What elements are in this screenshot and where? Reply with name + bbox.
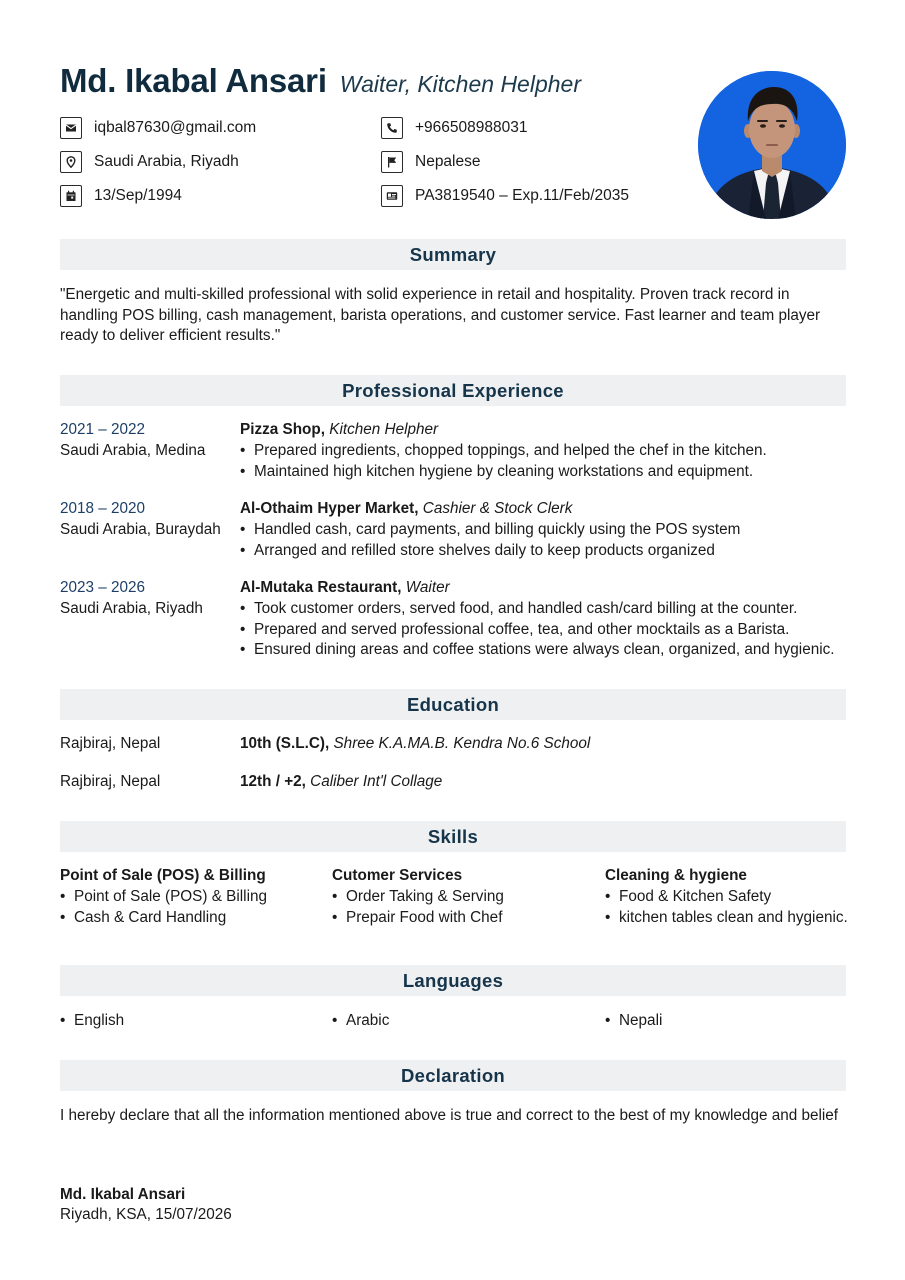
bullet-text: Handled cash, card payments, and billing quickly using the POS system <box>254 520 741 538</box>
experience-location: Saudi Arabia, Buraydah <box>60 520 221 538</box>
nationality-text: Nepalese <box>415 153 481 170</box>
experience-title-line <box>240 499 850 520</box>
experience-bullet <box>240 541 850 562</box>
skill-text: Point of Sale (POS) & Billing <box>74 887 267 905</box>
language-text: Nepali <box>619 1012 663 1029</box>
candidate-role: Waiter, Kitchen Helpher <box>339 71 581 97</box>
section-title-declaration: Declaration <box>400 1064 506 1086</box>
experience-company: Al-Mutaka Restaurant, <box>240 579 402 596</box>
skill-item <box>605 887 850 908</box>
experience-bullet <box>240 620 850 641</box>
experience-bullet <box>240 462 850 483</box>
bullet-icon: • <box>60 908 66 926</box>
contact-nationality <box>381 151 481 173</box>
skill-group-heading: Cutomer Services <box>332 867 463 884</box>
section-title-experience: Professional Experience <box>342 379 564 401</box>
section-title-summary: Summary <box>409 243 497 265</box>
section-bar-experience <box>60 375 846 406</box>
experience-position: Cashier & Stock Clerk <box>422 500 573 517</box>
id-card-icon <box>381 185 403 207</box>
experience-company: Al-Othaim Hyper Market, <box>240 500 419 517</box>
experience-position: Waiter <box>405 579 450 596</box>
skill-item <box>332 908 592 929</box>
skill-group <box>60 866 320 928</box>
education-degree: 12th / +2, <box>240 773 306 790</box>
education-degree: 10th (S.L.C), <box>240 735 330 752</box>
bullet-text: Maintained high kitchen hygiene by cleaning workstations and equipment. <box>254 462 754 480</box>
bullet-icon: • <box>332 887 338 905</box>
bullet-icon: • <box>605 1012 611 1029</box>
education-location: Rajbiraj, Nepal <box>60 773 161 790</box>
skill-group <box>332 866 592 928</box>
bullet-icon: • <box>240 541 246 559</box>
experience-position: Kitchen Helpher <box>329 421 439 438</box>
skill-group <box>605 866 850 928</box>
bullet-text: Took customer orders, served food, and handled cash/card billing at the counter. <box>254 599 798 617</box>
bullet-icon: • <box>240 441 246 459</box>
language-item <box>605 1011 662 1031</box>
skill-item <box>60 908 320 929</box>
flag-icon <box>381 151 403 173</box>
skill-text: Food & Kitchen Safety <box>619 887 772 905</box>
section-bar-declaration <box>60 1060 846 1091</box>
education-degree-line <box>240 734 590 754</box>
bullet-text: Prepared and served professional coffee, tea, and other mocktails as a Barista. <box>254 620 790 638</box>
bullet-icon: • <box>332 1012 338 1029</box>
summary-text: "Energetic and multi-skilled professional with solid experience in retail and hospitality. Proven track record in handling POS billing, cash management, barista operations, and customer service. Fast learner and team player ready to deliver efficient results." <box>60 286 821 344</box>
section-title-education: Education <box>406 693 500 715</box>
bullet-icon: • <box>60 887 66 905</box>
bullet-icon: • <box>240 599 246 617</box>
signature-place-date: Riyadh, KSA, 15/07/2026 <box>60 1206 232 1223</box>
passport-text: PA3819540 – Exp.11/Feb/2035 <box>415 187 630 204</box>
section-bar-languages <box>60 965 846 996</box>
contact-email <box>60 117 256 139</box>
contact-birthdate <box>60 185 182 207</box>
education-degree-line <box>240 772 442 792</box>
map-pin-icon <box>60 151 82 173</box>
bullet-icon: • <box>240 520 246 538</box>
experience-dates: 2018 – 2020 <box>60 500 146 517</box>
education-school: Shree K.A.MA.B. Kendra No.6 School <box>333 735 591 752</box>
declaration-text: I hereby declare that all the information mentioned above is true and correct to the best of my knowledge and belief <box>60 1107 839 1124</box>
bullet-icon: • <box>240 641 246 659</box>
signature-name: Md. Ikabal Ansari <box>60 1186 186 1203</box>
section-title-skills: Skills <box>427 825 479 847</box>
candidate-name: Md. Ikabal Ansari <box>60 62 327 99</box>
contact-phone <box>381 117 528 139</box>
bullet-text: Ensured dining areas and coffee stations were always clean, organized, and hygienic. <box>254 641 835 659</box>
skill-text: kitchen tables clean and hygienic. <box>619 908 848 926</box>
profile-photo <box>698 71 846 219</box>
section-bar-summary <box>60 239 846 270</box>
experience-dates: 2021 – 2022 <box>60 421 146 438</box>
experience-bullet <box>240 441 850 462</box>
phone-text: +966508988031 <box>415 119 528 136</box>
skill-group-heading: Cleaning & hygiene <box>605 867 747 884</box>
section-title-languages: Languages <box>402 969 504 991</box>
bullet-text: Prepared ingredients, chopped toppings, and helped the chef in the kitchen. <box>254 441 767 459</box>
skill-group-heading: Point of Sale (POS) & Billing <box>60 867 266 884</box>
section-bar-skills <box>60 821 846 852</box>
calendar-icon <box>60 185 82 207</box>
experience-title-line <box>240 420 850 441</box>
bullet-icon: • <box>605 908 611 926</box>
phone-icon <box>381 117 403 139</box>
experience-company: Pizza Shop, <box>240 421 325 438</box>
bullet-icon: • <box>60 1012 66 1029</box>
experience-title-line <box>240 578 850 599</box>
experience-dates: 2023 – 2026 <box>60 579 146 596</box>
bullet-icon: • <box>240 462 246 480</box>
bullet-text: Arranged and refilled store shelves daily to keep products organized <box>254 541 715 559</box>
language-item <box>332 1011 389 1031</box>
bullet-icon: • <box>240 620 246 638</box>
skill-item <box>60 887 320 908</box>
bullet-icon: • <box>605 887 611 905</box>
skill-item <box>332 887 592 908</box>
skill-item <box>605 908 850 929</box>
contact-passport <box>381 185 629 207</box>
location-text: Saudi Arabia, Riyadh <box>94 153 239 170</box>
contact-location <box>60 151 239 173</box>
birthdate-text: 13/Sep/1994 <box>94 187 182 204</box>
experience-location: Saudi Arabia, Medina <box>60 441 206 459</box>
skill-text: Prepair Food with Chef <box>346 908 503 926</box>
header <box>60 62 581 100</box>
bullet-icon: • <box>332 908 338 926</box>
email-text: iqbal87630@gmail.com <box>94 119 257 136</box>
language-item <box>60 1011 124 1031</box>
experience-bullet <box>240 520 850 541</box>
section-bar-education <box>60 689 846 720</box>
experience-bullet <box>240 599 850 620</box>
experience-bullet <box>240 640 850 661</box>
skill-text: Cash & Card Handling <box>74 908 227 926</box>
language-text: English <box>74 1012 125 1029</box>
education-school: Caliber Int'l Collage <box>310 773 443 790</box>
education-location: Rajbiraj, Nepal <box>60 735 161 752</box>
envelope-icon <box>60 117 82 139</box>
skill-text: Order Taking & Serving <box>346 887 504 905</box>
language-text: Arabic <box>346 1012 390 1029</box>
experience-location: Saudi Arabia, Riyadh <box>60 599 203 617</box>
